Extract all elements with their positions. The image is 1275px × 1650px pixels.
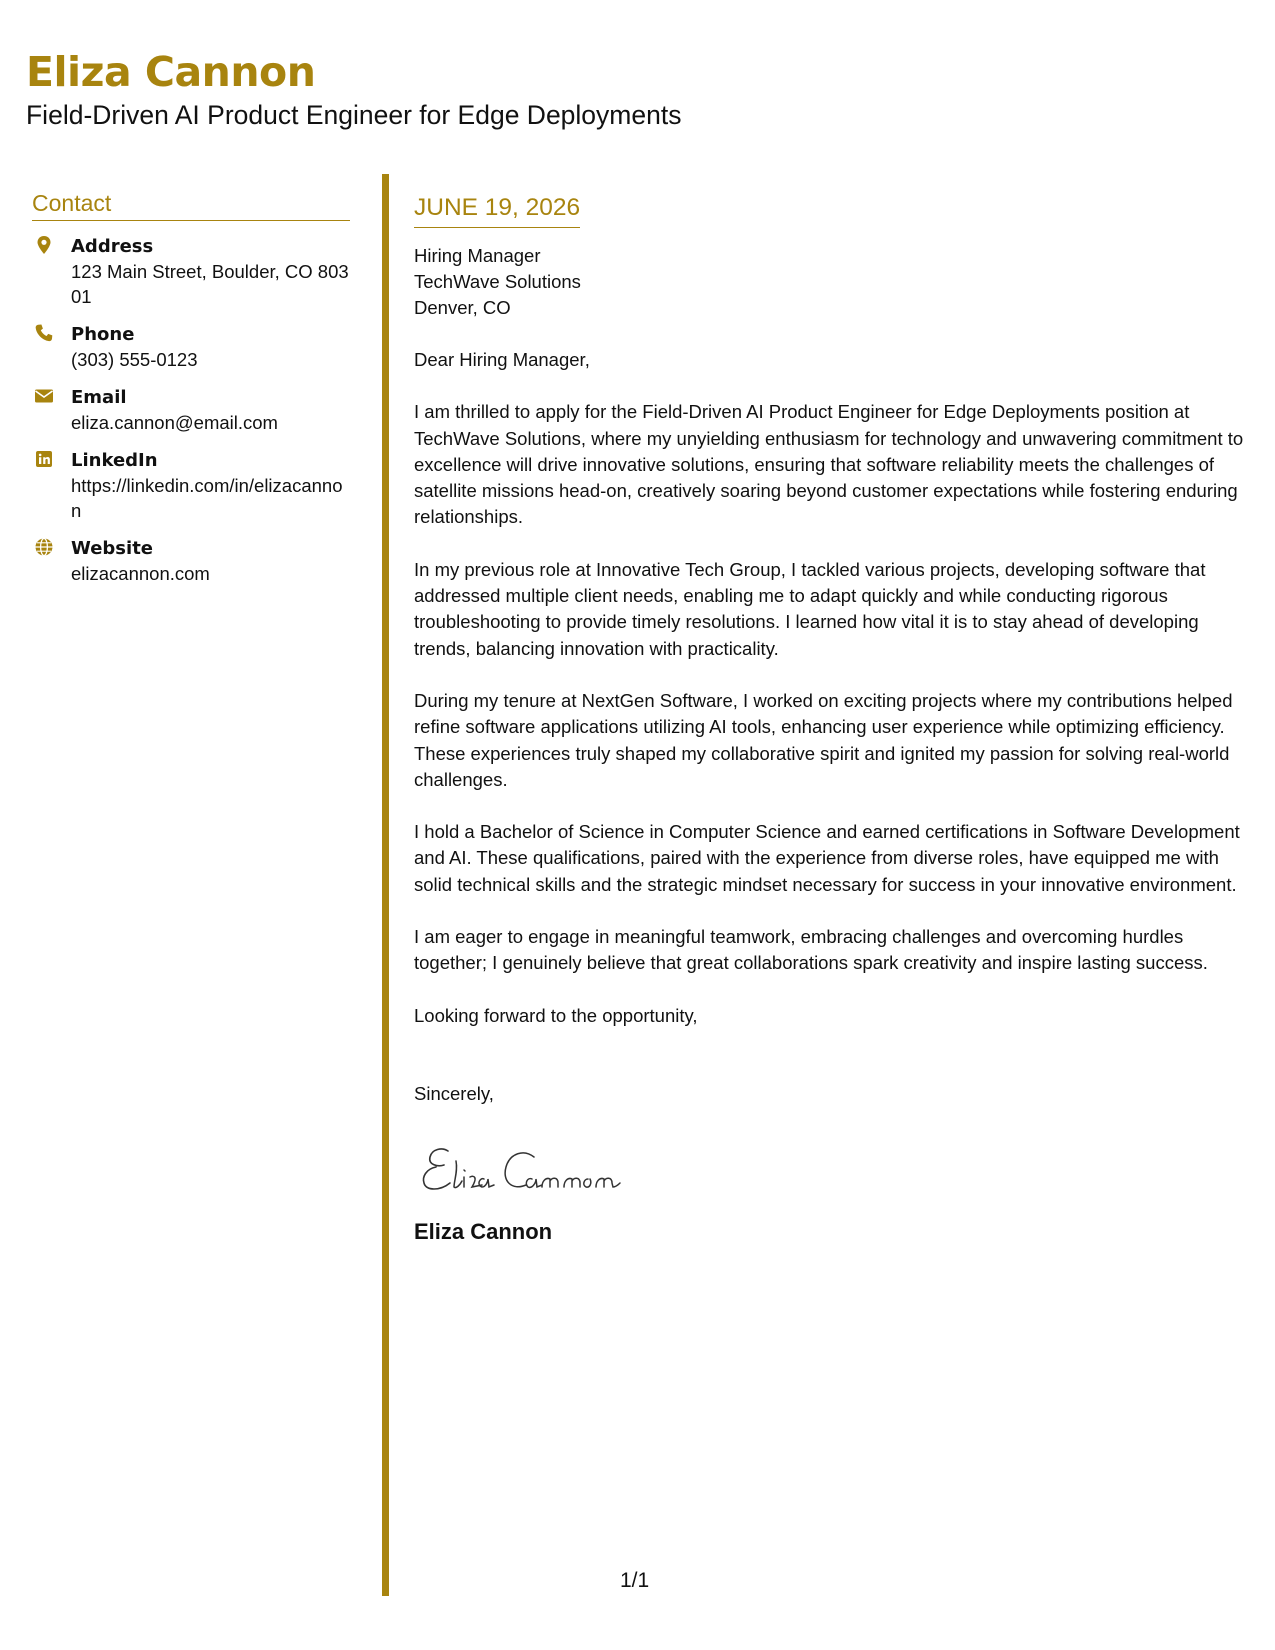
contact-website <box>32 536 350 586</box>
contact-value: 123 Main Street, Boulder, CO 80301 <box>71 261 349 307</box>
letter-body <box>414 192 1249 1247</box>
phone-icon <box>34 323 54 343</box>
handwritten-signature <box>414 1137 1249 1203</box>
contact-phone <box>32 322 350 372</box>
contact-label: Address <box>71 236 154 257</box>
body-paragraph: I am eager to engage in meaningful teamwork, embracing challenges and overcoming hurdles together; I genuinely believe that great collaborations spark creativity and inspire lasting success. <box>414 926 1208 974</box>
closing-line: Looking forward to the opportunity, <box>414 1004 698 1026</box>
salutation: Dear Hiring Manager, <box>414 349 590 370</box>
globe-icon <box>34 537 54 557</box>
signer-name: Eliza Cannon <box>414 1219 553 1245</box>
recipient-line: Denver, CO <box>414 297 511 318</box>
body-paragraph: During my tenure at NextGen Software, I worked on exciting projects where my contributions helped refine software applications utilizing AI tools, enhancing user experience while optimizing efficiency. These experiences truly shaped my collaborative spirit and ignited my passion for solving real-world challenges. <box>414 689 1233 790</box>
recipient-line: Hiring Manager <box>414 245 541 266</box>
contact-label: Email <box>71 387 127 408</box>
linkedin-link[interactable]: https://linkedin.com/in/elizacannon <box>71 475 343 521</box>
signoff: Sincerely, <box>414 1082 494 1104</box>
linkedin-icon <box>34 449 54 469</box>
recipient-block <box>414 243 1249 321</box>
map-pin-icon <box>34 235 54 255</box>
body-paragraph: I hold a Bachelor of Science in Computer Science and earned certifications in Software Development and AI. These qualifications, paired with the experience from diverse roles, have equipped me with solid technical skills and the strategic mindset necessary for success in your innovative environment. <box>414 821 1240 895</box>
contact-address <box>32 234 350 309</box>
contact-value: eliza.cannon@email.com <box>71 412 278 433</box>
signature-graphic <box>414 1137 654 1203</box>
body-paragraph: In my previous role at Innovative Tech Group, I tackled various projects, developing software that addressed multiple client needs, enabling me to adapt quickly and while conducting rigorous troubleshooting to provide timely resolutions. I learned how vital it is to stay ahead of developing trends, balancing innovation with practicality. <box>414 558 1206 659</box>
page-number: 1/1 <box>620 1569 650 1592</box>
letter-date: JUNE 19, 2026 <box>414 192 580 228</box>
contact-sidebar <box>32 188 350 586</box>
recipient-line: TechWave Solutions <box>414 271 581 292</box>
contact-heading: Contact <box>32 188 350 221</box>
contact-email <box>32 385 350 435</box>
applicant-title: Field-Driven AI Product Engineer for Edge Deployments <box>26 100 682 130</box>
website-link[interactable]: elizacannon.com <box>71 563 210 584</box>
contact-label: LinkedIn <box>71 450 158 471</box>
applicant-name: Eliza Cannon <box>26 48 316 96</box>
contact-label: Website <box>71 538 154 559</box>
contact-linkedin <box>32 448 350 523</box>
resume-header <box>26 46 681 132</box>
vertical-divider <box>382 174 389 1596</box>
contact-label: Phone <box>71 324 135 345</box>
contact-value: (303) 555-0123 <box>71 349 198 370</box>
envelope-icon <box>34 386 54 406</box>
body-paragraph: I am thrilled to apply for the Field-Driven AI Product Engineer for Edge Deployments position at TechWave Solutions, where my unyielding enthusiasm for technology and unwavering commitment to excellence will drive innovative solutions, ensuring that software reliability meets the challenges of satellite missions head-on, creatively soaring beyond customer expectations while fostering enduring relationships. <box>414 401 1244 528</box>
